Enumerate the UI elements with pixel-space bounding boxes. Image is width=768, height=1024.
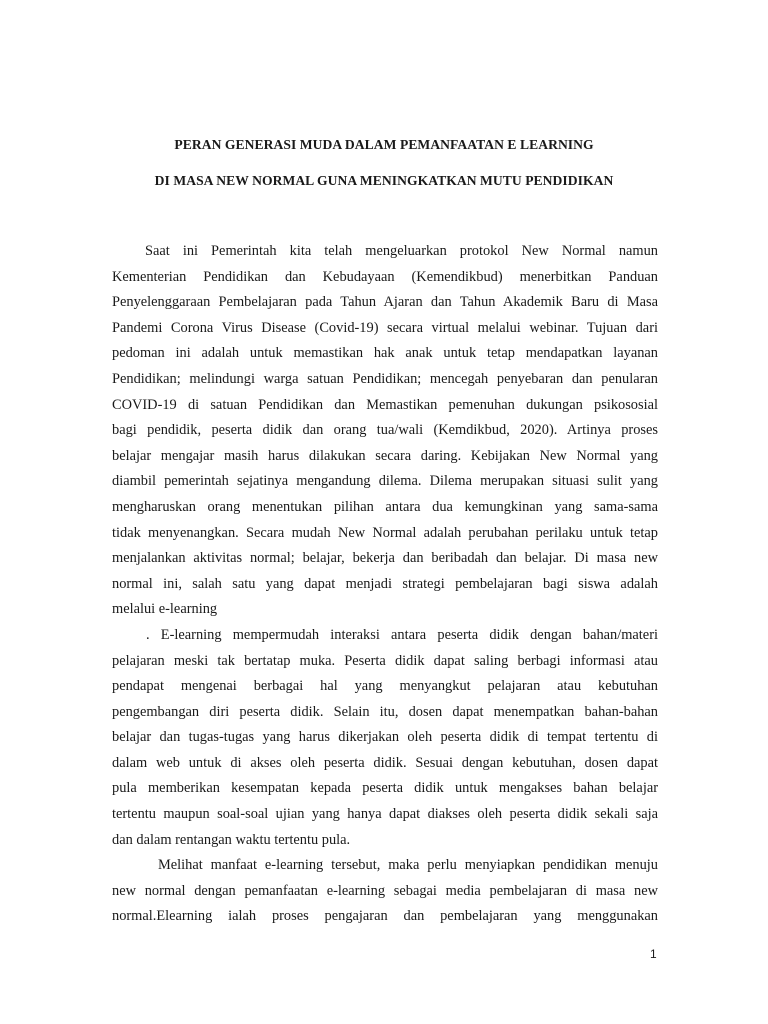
paragraph-1-line-15: melalui e-learning: [112, 601, 218, 618]
document-title-line-2: DI MASA NEW NORMAL GUNA MENINGKATKAN MUTU PENDIDIKAN: [154, 173, 614, 188]
document-body: [112, 239, 658, 930]
paragraph-1-line-10: diambil pemerintah sejatinya mengandung dilema. Dilema merupakan situasi sulit yang: [112, 473, 658, 490]
paragraph-1-line-14: normal ini, salah satu yang dapat menjadi strategi pembelajaran bagi siswa adalah: [112, 575, 658, 592]
paragraph-2-line-3: pendapat mengenai berbagai hal yang menyangkut pelajaran atau kebutuhan: [112, 678, 658, 695]
paragraph-2-line-8: tertentu maupun soal-soal ujian yang hanya dapat diakses oleh peserta didik sekali saja: [112, 806, 658, 823]
paragraph-2-line-2: pelajaran meski tak bertatap muka. Peserta didik dapat saling berbagi informasi atau: [112, 652, 658, 669]
paragraph-1-line-4: Pandemi Corona Virus Disease (Covid-19) secara virtual melalui webinar. Tujuan dari: [112, 319, 658, 336]
paragraph-1-line-9: belajar mengajar masih harus dilakukan secara daring. Kebijakan New Normal yang: [112, 447, 658, 464]
paragraph-3-line-2: new normal dengan pemanfaatan e-learning sebagai media pembelajaran di masa new: [112, 882, 658, 899]
paragraph-2-line-9: dan dalam rentangan waktu tertentu pula.: [112, 831, 351, 848]
paragraph-1-line-1: Saat ini Pemerintah kita telah mengeluarkan protokol New Normal namun: [145, 243, 658, 259]
page-number: 1: [650, 947, 657, 961]
paragraph-1-line-3: Penyelenggaraan Pembelajaran pada Tahun Ajaran dan Tahun Akademik Baru di Masa: [112, 294, 658, 311]
paragraph-2-line-7: pula memberikan kesempatan kepada peserta didik untuk mengakses bahan belajar: [112, 780, 658, 797]
paragraph-3-line-3: normal.Elearning ialah proses pengajaran dan pembelajaran yang menggunakan: [112, 908, 658, 925]
paragraph-1-line-7: COVID-19 di satuan Pendidikan dan Memastikan pemenuhan dukungan psikososial: [112, 396, 658, 413]
paragraph-1-line-6: Pendidikan; melindungi warga satuan Pendidikan; mencegah penyebaran dan penularan: [112, 370, 658, 387]
paragraph-2-line-4: pengembangan diri peserta didik. Selain itu, dosen dapat menempatkan bahan-bahan: [112, 703, 658, 720]
document-title-line-1: PERAN GENERASI MUDA DALAM PEMANFAATAN E LEARNING: [174, 137, 594, 152]
paragraph-1-line-13: menjalankan aktivitas normal; belajar, bekerja dan beribadah dan belajar. Di masa new: [112, 550, 658, 567]
paragraph-3-line-1: Melihat manfaat e-learning tersebut, maka perlu menyiapkan pendidikan menuju: [158, 857, 658, 874]
paragraph-2-line-6: dalam web untuk di akses oleh peserta didik. Sesuai dengan kebutuhan, dosen dapat: [112, 754, 658, 771]
paragraph-1-line-2: Kementerian Pendidikan dan Kebudayaan (Kemendikbud) menerbitkan Panduan: [112, 268, 658, 285]
paragraph-1-line-8: bagi pendidik, peserta didik dan orang tua/wali (Kemdikbud, 2020). Artinya proses: [112, 422, 658, 439]
paragraph-1-line-12: tidak menyenangkan. Secara mudah New Normal adalah perubahan perilaku untuk tetap: [112, 524, 658, 541]
paragraph-2-line-5: belajar dan tugas-tugas yang harus dikerjakan oleh peserta didik di tempat tertentu di: [112, 729, 658, 746]
paragraph-1-line-11: mengharuskan orang menentukan pilihan antara dua kemungkinan yang sama-sama: [112, 498, 658, 515]
paragraph-2-line-1: . E-learning mempermudah interaksi antara peserta didik dengan bahan/materi: [146, 626, 658, 643]
paragraph-1-line-5: pedoman ini adalah untuk memastikan hak anak untuk tetap mendapatkan layanan: [112, 345, 658, 362]
